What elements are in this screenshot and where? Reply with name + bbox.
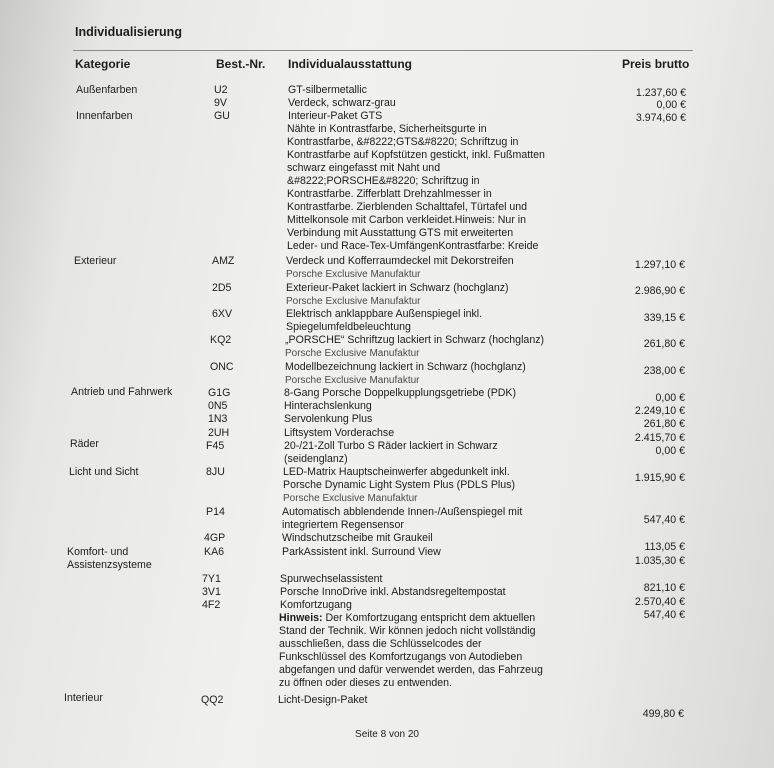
section-title: Individualisierung xyxy=(75,25,182,39)
order-code: 4GP xyxy=(204,532,226,544)
category-antrieb-fahrwerk: Antrieb und Fahrwerk xyxy=(71,386,173,398)
hint-line: zu öffnen oder dieses zu entwenden. xyxy=(279,677,452,689)
order-code: GU xyxy=(214,110,230,122)
price-value: 1.297,10 € xyxy=(634,259,685,271)
price-value: 1.237,60 € xyxy=(635,87,686,99)
order-code: KQ2 xyxy=(210,334,232,346)
price-value: 1.915,90 € xyxy=(634,472,685,484)
equipment-description: Windschutzscheibe mit Graukeil xyxy=(282,532,433,544)
price-value: 113,05 € xyxy=(644,541,685,553)
equipment-description: Exterieur-Paket lackiert in Schwarz (hochglanz) xyxy=(286,282,509,294)
equipment-description: LED-Matrix Hauptscheinwerfer abgedunkelt inkl. xyxy=(283,466,510,478)
equipment-description-line2: Spiegelumfeldbeleuchtung xyxy=(286,321,411,333)
equipment-detail-line: &#8222;PORSCHE&#8220; Schriftzug in xyxy=(287,175,480,187)
equipment-description: Elektrisch anklappbare Außenspiegel inkl. xyxy=(286,308,483,320)
hint-line: abgefangen und dafür verwendet werden, das Fahrzeug xyxy=(279,664,543,676)
page-number: Seite 8 von 20 xyxy=(355,729,419,740)
order-code: P14 xyxy=(206,506,225,518)
price-value: 2.570,40 € xyxy=(634,596,685,608)
equipment-description: Verdeck und Kofferraumdeckel mit Dekorstreifen xyxy=(286,255,514,267)
category-innenfarben: Innenfarben xyxy=(76,110,133,122)
column-header-price: Preis brutto xyxy=(622,57,690,71)
order-code: 1N3 xyxy=(208,413,228,425)
equipment-detail-line: Kontrastfarbe. Zierblenden Schalttafel, Türtafel und xyxy=(287,201,528,213)
equipment-description: ParkAssistent inkl. Surround View xyxy=(282,546,441,558)
equipment-description: Interieur-Paket GTS xyxy=(288,110,383,122)
order-code: KA6 xyxy=(204,546,225,558)
order-code: QQ2 xyxy=(201,694,224,706)
equipment-detail-line: schwarz eingefasst mit Naht und xyxy=(287,162,441,174)
price-value: 0,00 € xyxy=(655,392,685,404)
hint-line: Funkschlüssel des Komfortzugangs von Autodieben xyxy=(279,651,523,663)
price-value: 499,80 € xyxy=(642,708,684,720)
equipment-subline: Porsche Exclusive Manufaktur xyxy=(285,348,420,359)
equipment-detail-line: Mittelkonsole mit Carbon verkleidet.Hinweis: Nur in xyxy=(287,214,527,226)
equipment-subline: Porsche Exclusive Manufaktur xyxy=(285,375,420,386)
order-code: 7Y1 xyxy=(202,573,221,585)
hint-line: Stand der Technik. Wir können jedoch nicht vollständig xyxy=(279,625,536,637)
order-code: 4F2 xyxy=(202,599,221,611)
column-header-equipment: Individualausstattung xyxy=(288,57,413,71)
price-value: 2.249,10 € xyxy=(634,405,685,417)
category-licht-sicht: Licht und Sicht xyxy=(69,466,139,478)
hint-text: Der Komfortzugang entspricht dem aktuellen xyxy=(325,612,536,624)
equipment-description: Servolenkung Plus xyxy=(284,413,373,425)
equipment-description-line2: Porsche Dynamic Light System Plus (PDLS Plus) xyxy=(283,479,515,491)
equipment-description: GT-silbermetallic xyxy=(288,84,367,96)
category-raeder: Räder xyxy=(70,438,99,450)
price-value: 261,80 € xyxy=(643,418,685,430)
category-komfort-line1: Komfort- und xyxy=(67,546,129,558)
price-value: 2.986,90 € xyxy=(634,285,685,297)
equipment-detail-line: Nähte in Kontrastfarbe, Sicherheitsgurte in xyxy=(287,123,487,135)
hint-line: ausschließen, dass die Schlüsselcodes der xyxy=(279,638,482,650)
equipment-description-line2: integriertem Regensensor xyxy=(282,519,404,531)
order-code: 9V xyxy=(214,97,227,109)
equipment-subline: Porsche Exclusive Manufaktur xyxy=(286,296,421,307)
equipment-description: „PORSCHE“ Schriftzug lackiert in Schwarz (hochglanz) xyxy=(285,334,545,346)
order-code: 6XV xyxy=(212,308,233,320)
category-komfort-line2: Assistenzsysteme xyxy=(67,559,152,571)
order-code: 0N5 xyxy=(208,400,228,412)
price-value: 547,40 € xyxy=(643,514,685,526)
equipment-detail-line: Verbindung mit Ausstattung GTS mit erweiterten xyxy=(287,227,514,239)
price-value: 1.035,30 € xyxy=(634,555,685,567)
equipment-description: Licht-Design-Paket xyxy=(278,694,368,706)
equipment-description: Porsche InnoDrive inkl. Abstandsregeltempostat xyxy=(280,586,506,598)
equipment-description: Spurwechselassistent xyxy=(280,573,383,585)
price-value: 2.415,70 € xyxy=(634,432,685,444)
order-code: 2D5 xyxy=(212,282,232,294)
equipment-subline: Porsche Exclusive Manufaktur xyxy=(283,493,418,504)
equipment-detail-line: Kontrastfarbe auf Kopfstützen gestickt, inkl. Fußmatten xyxy=(287,149,545,161)
equipment-description: Liftsystem Vorderachse xyxy=(284,427,395,439)
order-code: U2 xyxy=(214,84,228,96)
order-code: G1G xyxy=(208,387,231,399)
order-code: F45 xyxy=(206,440,225,452)
price-value: 0,00 € xyxy=(656,99,686,111)
equipment-description: Verdeck, schwarz-grau xyxy=(288,97,396,109)
equipment-description-line2: (seidenglanz) xyxy=(284,453,348,465)
equipment-description: 8-Gang Porsche Doppelkupplungsgetriebe (PDK) xyxy=(284,387,517,399)
order-code: 2UH xyxy=(208,427,230,439)
order-code: ONC xyxy=(210,361,234,373)
price-value: 821,10 € xyxy=(643,582,685,594)
equipment-description: Hinterachslenkung xyxy=(284,400,372,412)
header-divider xyxy=(73,50,693,51)
price-value: 547,40 € xyxy=(643,609,685,621)
order-code: 3V1 xyxy=(202,586,221,598)
category-exterieur: Exterieur xyxy=(74,255,117,267)
price-value: 3.974,60 € xyxy=(635,112,686,124)
price-value: 0,00 € xyxy=(655,445,685,457)
category-aussenfarben: Außenfarben xyxy=(76,84,138,96)
category-interieur: Interieur xyxy=(64,692,103,704)
hint-label: Hinweis: xyxy=(279,612,323,624)
equipment-detail-line: Kontrastfarbe, &#8222;GTS&#8220; Schriftzug in xyxy=(287,136,519,148)
price-value: 238,00 € xyxy=(643,365,685,377)
equipment-subline: Porsche Exclusive Manufaktur xyxy=(286,269,421,280)
equipment-description: 20-/21-Zoll Turbo S Räder lackiert in Schwarz xyxy=(284,440,498,452)
price-value: 339,15 € xyxy=(643,312,685,324)
equipment-detail-line: Leder- und Race-Tex-UmfängenKontrastfarbe: Kreide xyxy=(287,240,539,252)
column-header-order-number: Best.-Nr. xyxy=(216,57,266,71)
equipment-description: Automatisch abblendende Innen-/Außenspiegel mit xyxy=(282,506,523,518)
equipment-description: Komfortzugang xyxy=(280,599,352,611)
equipment-description: Modellbezeichnung lackiert in Schwarz (hochglanz) xyxy=(285,361,526,373)
equipment-detail-line: Kontrastfarbe. Zifferblatt Drehzahlmesser in xyxy=(287,188,492,200)
hint-first-line xyxy=(279,612,535,625)
order-code: 8JU xyxy=(206,466,225,478)
column-header-category: Kategorie xyxy=(75,57,131,71)
order-code: AMZ xyxy=(212,255,235,267)
price-value: 261,80 € xyxy=(643,338,685,350)
